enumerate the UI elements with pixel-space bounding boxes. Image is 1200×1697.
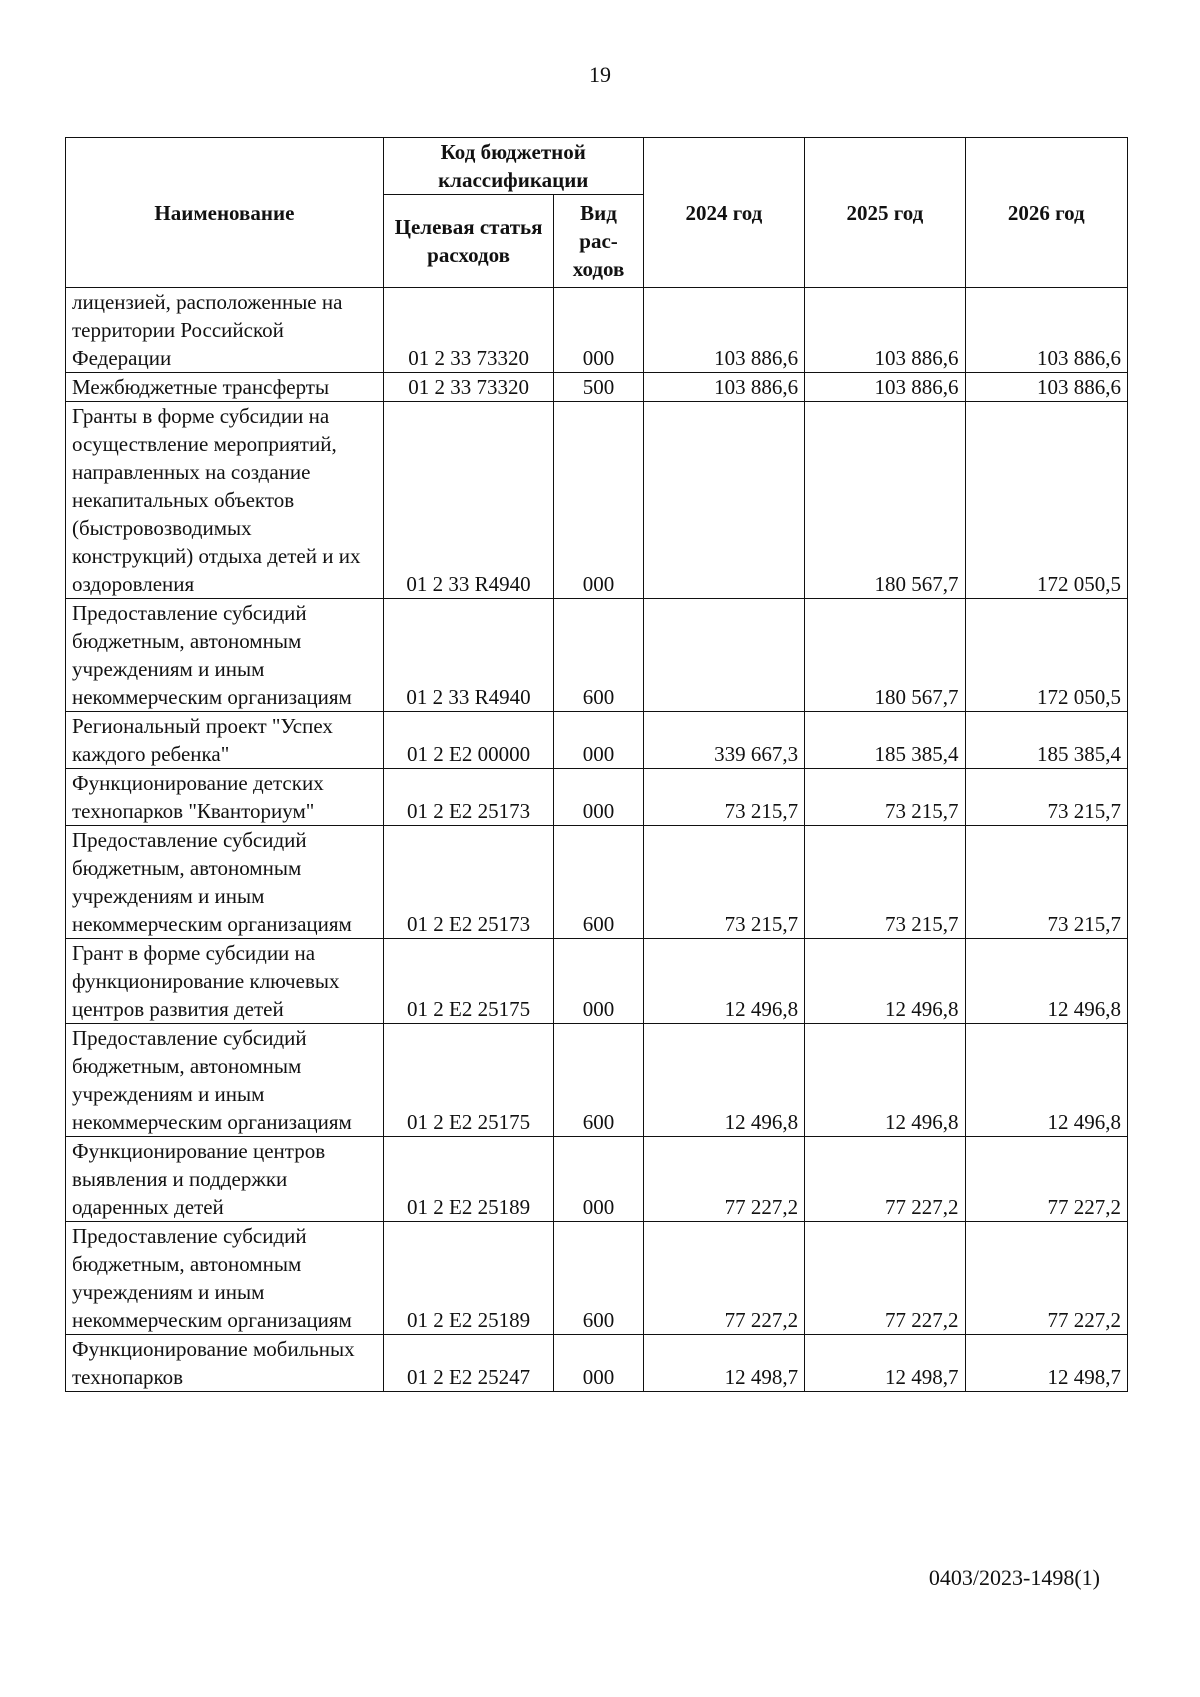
document-id: 0403/2023-1498(1) <box>928 1565 1100 1590</box>
table-row <box>66 373 1128 402</box>
row-expense-kind-cell: 000 <box>554 1335 643 1392</box>
row-amount-2025-cell: 77 227,2 <box>805 1137 965 1222</box>
row-amount-2024-cell: 77 227,2 <box>643 1137 804 1222</box>
row-amount-2024-cell <box>643 599 804 712</box>
row-target-article-cell: 01 2 Е2 25189 <box>383 1137 554 1222</box>
header-year-2024: 2024 год <box>643 138 804 288</box>
row-expense-kind-cell: 000 <box>554 1137 643 1222</box>
row-amount-2025-cell: 103 886,6 <box>805 373 965 402</box>
row-amount-2024-cell: 103 886,6 <box>643 373 804 402</box>
row-amount-2025-cell: 12 496,8 <box>805 1024 965 1137</box>
row-amount-2025-cell: 77 227,2 <box>805 1222 965 1335</box>
row-expense-kind-cell: 600 <box>554 1222 643 1335</box>
table-header <box>66 138 1128 288</box>
row-name-cell: Функционирование детских технопарков "Кванториум" <box>66 769 384 826</box>
header-year-2025: 2025 год <box>805 138 965 288</box>
row-target-article-cell: 01 2 33 73320 <box>383 288 554 373</box>
row-amount-2025-cell: 180 567,7 <box>805 402 965 599</box>
row-amount-2024-cell: 339 667,3 <box>643 712 804 769</box>
row-amount-2024-cell <box>643 402 804 599</box>
row-amount-2025-cell: 73 215,7 <box>805 826 965 939</box>
row-amount-2024-cell: 12 498,7 <box>643 1335 804 1392</box>
row-name-cell: Региональный проект "Успех каждого ребенка" <box>66 712 384 769</box>
row-amount-2025-cell: 180 567,7 <box>805 599 965 712</box>
row-target-article-cell: 01 2 Е2 00000 <box>383 712 554 769</box>
row-amount-2026-cell: 77 227,2 <box>965 1222 1127 1335</box>
table-row <box>66 1137 1128 1222</box>
row-target-article-cell: 01 2 Е2 25175 <box>383 939 554 1024</box>
row-expense-kind-cell: 600 <box>554 1024 643 1137</box>
row-amount-2024-cell: 103 886,6 <box>643 288 804 373</box>
row-target-article-cell: 01 2 Е2 25189 <box>383 1222 554 1335</box>
table-row <box>66 1335 1128 1392</box>
row-name-cell: Предоставление субсидий бюджетным, автономным учреждениям и иным некоммерческим организациям <box>66 826 384 939</box>
row-expense-kind-cell: 600 <box>554 826 643 939</box>
row-amount-2026-cell: 12 498,7 <box>965 1335 1127 1392</box>
row-expense-kind-cell: 000 <box>554 769 643 826</box>
table-row <box>66 288 1128 373</box>
row-target-article-cell: 01 2 Е2 25173 <box>383 826 554 939</box>
row-amount-2025-cell: 185 385,4 <box>805 712 965 769</box>
row-amount-2025-cell: 12 496,8 <box>805 939 965 1024</box>
page-number: 19 <box>589 62 611 87</box>
row-amount-2024-cell: 73 215,7 <box>643 769 804 826</box>
table-row <box>66 769 1128 826</box>
row-name-cell: Функционирование центров выявления и поддержки одаренных детей <box>66 1137 384 1222</box>
row-name-cell: Грант в форме субсидии на функционирование ключевых центров развития детей <box>66 939 384 1024</box>
row-amount-2026-cell: 103 886,6 <box>965 373 1127 402</box>
row-expense-kind-cell: 600 <box>554 599 643 712</box>
row-amount-2024-cell: 73 215,7 <box>643 826 804 939</box>
table-row <box>66 402 1128 599</box>
row-amount-2024-cell: 77 227,2 <box>643 1222 804 1335</box>
row-amount-2024-cell: 12 496,8 <box>643 939 804 1024</box>
row-name-cell: Функционирование мобильных технопарков <box>66 1335 384 1392</box>
row-amount-2026-cell: 73 215,7 <box>965 769 1127 826</box>
table-row <box>66 826 1128 939</box>
row-amount-2026-cell: 77 227,2 <box>965 1137 1127 1222</box>
table-row <box>66 599 1128 712</box>
header-code-group: Код бюджетной классификации <box>383 138 643 195</box>
row-expense-kind-cell: 000 <box>554 288 643 373</box>
row-amount-2025-cell: 103 886,6 <box>805 288 965 373</box>
row-expense-kind-cell: 500 <box>554 373 643 402</box>
header-target-article: Целевая статья расходов <box>383 195 554 288</box>
row-target-article-cell: 01 2 33 73320 <box>383 373 554 402</box>
header-name: Наименование <box>66 138 384 288</box>
row-target-article-cell: 01 2 33 R4940 <box>383 402 554 599</box>
row-name-cell: лицензией, расположенные на территории Российской Федерации <box>66 288 384 373</box>
row-amount-2026-cell: 73 215,7 <box>965 826 1127 939</box>
header-expense-kind: Вид рас-ходов <box>554 195 643 288</box>
header-year-2026: 2026 год <box>965 138 1127 288</box>
row-target-article-cell: 01 2 Е2 25173 <box>383 769 554 826</box>
row-expense-kind-cell: 000 <box>554 402 643 599</box>
row-name-cell: Межбюджетные трансферты <box>66 373 384 402</box>
row-amount-2026-cell: 172 050,5 <box>965 402 1127 599</box>
row-amount-2026-cell: 12 496,8 <box>965 1024 1127 1137</box>
row-name-cell: Предоставление субсидий бюджетным, автономным учреждениям и иным некоммерческим организациям <box>66 599 384 712</box>
row-name-cell: Предоставление субсидий бюджетным, автономным учреждениям и иным некоммерческим организациям <box>66 1024 384 1137</box>
row-expense-kind-cell: 000 <box>554 712 643 769</box>
row-amount-2025-cell: 12 498,7 <box>805 1335 965 1392</box>
row-target-article-cell: 01 2 33 R4940 <box>383 599 554 712</box>
row-amount-2026-cell: 185 385,4 <box>965 712 1127 769</box>
table-body <box>66 288 1128 1392</box>
row-amount-2026-cell: 172 050,5 <box>965 599 1127 712</box>
row-name-cell: Предоставление субсидий бюджетным, автономным учреждениям и иным некоммерческим организациям <box>66 1222 384 1335</box>
table-row <box>66 1222 1128 1335</box>
row-amount-2024-cell: 12 496,8 <box>643 1024 804 1137</box>
row-amount-2025-cell: 73 215,7 <box>805 769 965 826</box>
table-row <box>66 1024 1128 1137</box>
table-row <box>66 712 1128 769</box>
row-expense-kind-cell: 000 <box>554 939 643 1024</box>
row-name-cell: Гранты в форме субсидии на осуществление мероприятий, направленных на создание некапитальных объектов (быстровозводимых конструкций) отдыха детей и их оздоровления <box>66 402 384 599</box>
row-amount-2026-cell: 12 496,8 <box>965 939 1127 1024</box>
row-target-article-cell: 01 2 Е2 25247 <box>383 1335 554 1392</box>
budget-table <box>65 137 1128 1392</box>
row-amount-2026-cell: 103 886,6 <box>965 288 1127 373</box>
row-target-article-cell: 01 2 Е2 25175 <box>383 1024 554 1137</box>
table-row <box>66 939 1128 1024</box>
